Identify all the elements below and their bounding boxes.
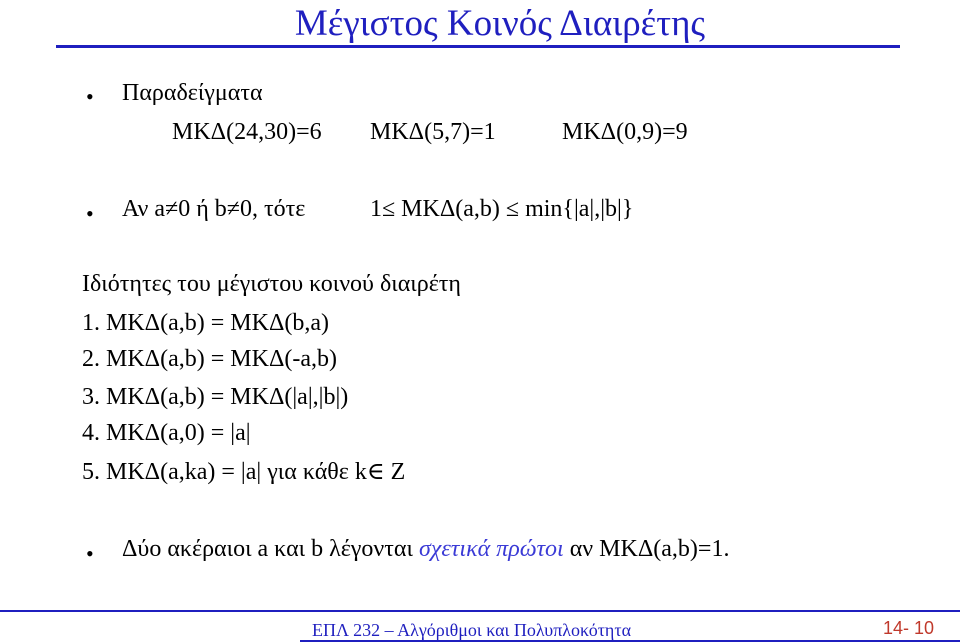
property-item: 2. ΜΚΔ(a,b) = ΜΚΔ(-a,b): [82, 346, 338, 372]
page-number: 14- 10: [883, 618, 935, 638]
footer-course: ΕΠΛ 232 – Αλγόριθμοι και Πολυπλοκότητα: [312, 620, 632, 640]
example-3: ΜΚΔ(0,9)=9: [562, 119, 688, 145]
slide-title: Μέγιστος Κοινός Διαιρέτης: [294, 3, 706, 44]
property-item: 3. ΜΚΔ(a,b) = ΜΚΔ(|a|,|b|): [82, 384, 349, 410]
bullet-dot: •: [86, 201, 94, 226]
bound-condition: Αν a≠0 ή b≠0, τότε: [122, 196, 306, 222]
footer-top-rule: [0, 610, 960, 612]
property-item: 4. ΜΚΔ(a,0) = |a|: [82, 420, 251, 446]
footer-bottom-rule: [300, 640, 960, 642]
title-underline: [56, 45, 900, 48]
property-item: 5. ΜΚΔ(a,ka) = |a| για κάθε k∈ Z: [82, 459, 406, 485]
properties-heading: Ιδιότητες του μέγιστου κοινού διαιρέτη: [82, 271, 461, 297]
coprime-definition: [122, 536, 729, 563]
coprime-text-after: αν ΜΚΔ(a,b)=1.: [563, 536, 730, 562]
example-2: ΜΚΔ(5,7)=1: [370, 119, 496, 145]
bound-inequality: 1≤ ΜΚΔ(a,b) ≤ min{|a|,|b|}: [370, 196, 634, 222]
property-item: 1. ΜΚΔ(a,b) = ΜΚΔ(b,a): [82, 310, 330, 336]
example-1: ΜΚΔ(24,30)=6: [172, 119, 322, 145]
bullet-dot: •: [86, 541, 94, 566]
examples-heading: Παραδείγματα: [122, 80, 263, 106]
coprime-text-before: Δύο ακέραιοι a και b λέγονται: [122, 536, 419, 562]
coprime-term: σχετικά πρώτοι: [418, 536, 564, 562]
bullet-dot: •: [86, 84, 94, 109]
